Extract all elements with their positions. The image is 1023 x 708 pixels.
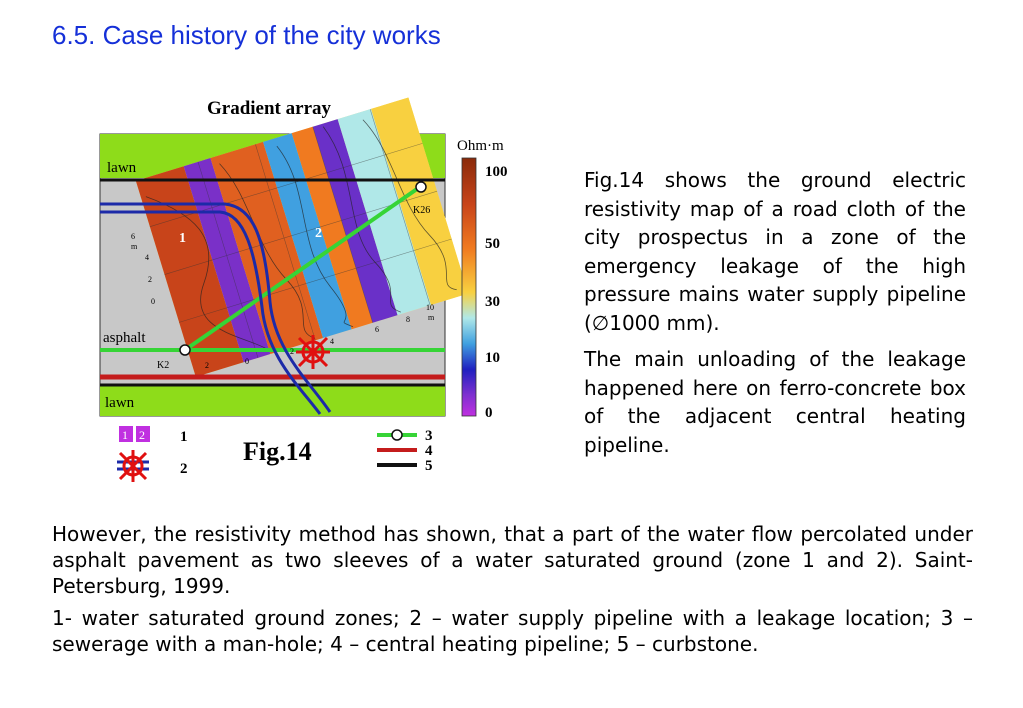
side-paragraph-2: The main unloading of the leakage happened here on ferro-concrete box of the adjacent central heating pipeline. [584,347,966,457]
axis-bottom-tick: 0 [245,357,249,366]
axis-bottom-tick: 6 [375,325,379,334]
figure-legend [117,426,433,482]
scale-value: 50 [485,236,500,252]
axis-left-tick: 4 [145,253,149,262]
legend-zone-icon-text: 1 [122,428,128,442]
manhole-k26 [416,182,426,192]
legend-number: 5 [425,458,433,474]
resistivity-figure [95,92,535,492]
label-lawn-bottom: lawn [105,395,135,411]
bottom-paragraph-1: However, the resistivity method has shown, that a part of the water flow percolated under asphalt pavement as two sleeves of a water saturated ground (zone 1 and 2). Saint-Petersburg, 1999. [52,522,973,598]
axis-bottom-tick: 4 [330,337,334,346]
legend-number: 3 [425,428,433,444]
legend-zone-icon [119,426,150,442]
axis-bottom-tick: 10 [426,303,434,312]
lawn-bottom-strip [100,384,445,416]
zone-1-label: 1 [179,231,186,246]
axis-bottom-tick: 2 [290,347,294,356]
label-lawn-top: lawn [107,160,137,176]
axis-left-tick: m [131,242,138,251]
label-k2: K2 [157,360,170,371]
zone-2-label: 2 [315,226,322,241]
legend-number: 4 [425,443,433,459]
legend-manhole [392,430,402,440]
scale-unit: Ohm·m [457,138,504,154]
scale-value: 10 [485,350,500,366]
bottom-paragraph-2: 1- water saturated ground zones; 2 – water supply pipeline with a leakage location; 3 – sewerage with a man-hole; 4 – central heating pipeline; 5 – curbstone. [52,606,973,656]
figure-caption: Fig.14 [243,437,312,466]
scale-value: 100 [485,164,508,180]
bottom-description [52,521,973,663]
figure-heading: Gradient array [207,98,332,119]
label-asphalt: asphalt [103,330,146,346]
side-description [584,166,966,467]
map-area [100,97,468,416]
axis-bottom-tick: 2 [205,361,209,370]
axis-bottom-tick: 8 [406,315,410,324]
axis-left-tick: 0 [151,297,155,306]
manhole-k2 [180,345,190,355]
side-paragraph-1: Fig.14 shows the ground electric resistivity map of a road cloth of the city prospectus in a zone of the emergency leakage of the high pressure mains water supply pipeline (∅1000 mm). [584,168,966,335]
axis-bottom-tick: m [428,313,435,322]
slide-title: 6.5. Case history of the city works [52,20,441,50]
color-scale [457,138,508,421]
axis-left-tick: 6 [131,232,135,241]
leak-location-icon [296,335,330,369]
legend-leak-icon [117,450,149,482]
label-k26: K26 [413,205,431,216]
legend-zone-icon-text: 2 [139,428,145,442]
scale-value: 0 [485,405,493,421]
legend-number: 1 [180,429,188,445]
axis-left-tick: 2 [148,275,152,284]
legend-number: 2 [180,461,188,477]
scale-value: 30 [485,294,500,310]
